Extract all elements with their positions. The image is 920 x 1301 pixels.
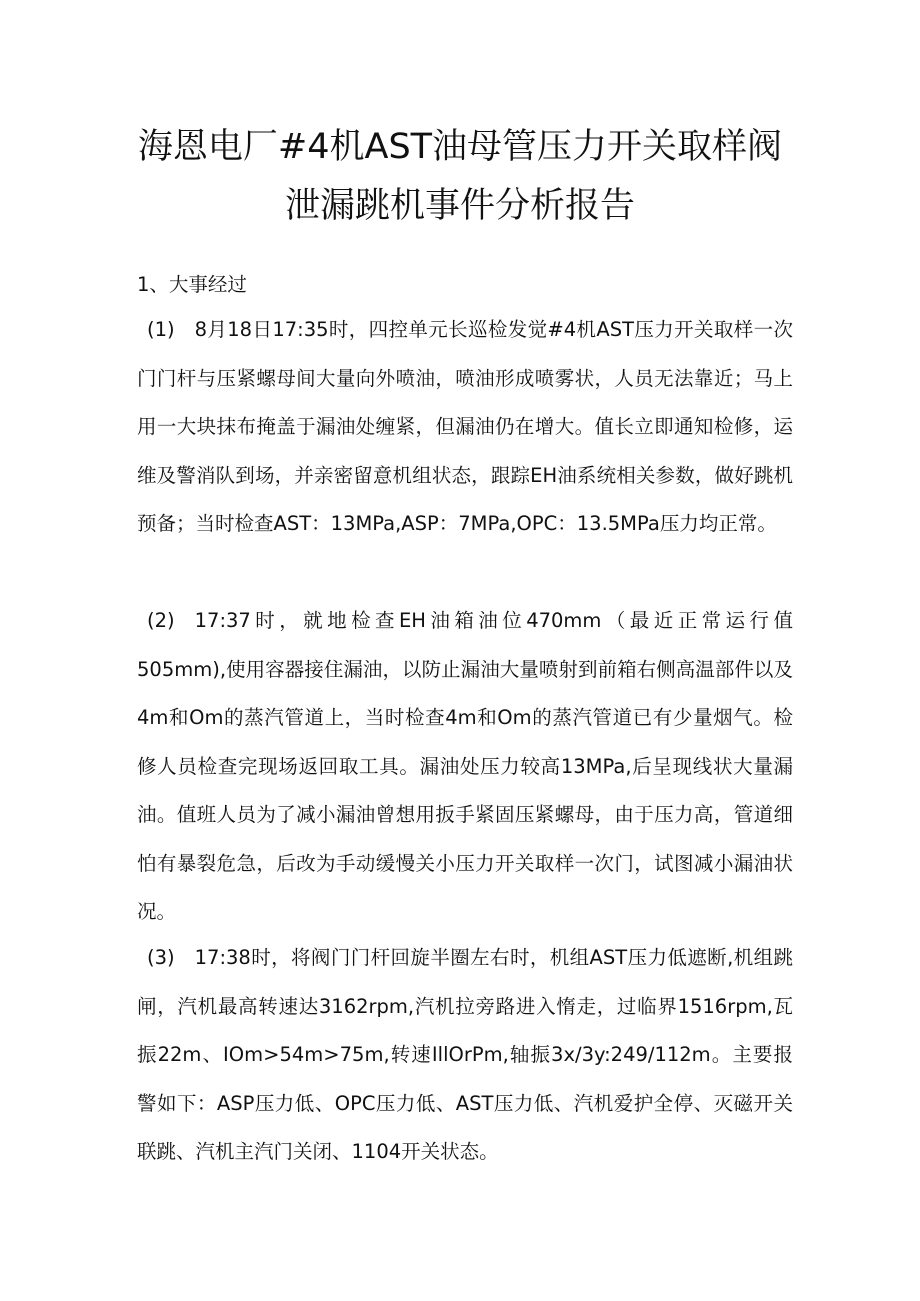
section-heading: 1、大事经过 (137, 273, 247, 296)
paragraph-1 (137, 306, 793, 549)
paragraph-2 (137, 597, 793, 937)
paragraph-3-text: 17:38时，将阀门门杆回旋半圈左右时，机组AST压力低遮断,机组跳闸，汽机最高转速达3162rpm,汽机拉旁路进入惰走，过临界1516rpm,瓦振22m、IOm>54m>75m,转速IllOrPm,轴振3x∕3y:249∕112m。主要报警如下：ASP压力低、OPC压力低、AST压力低、汽机爱护全停、灭磁开关联跳、汽机主汽门关闭、1104开关状态。 (137, 946, 793, 1163)
paragraph-1-text: 8月18日17:35时，四控单元长巡检发觉#4机AST压力开关取样一次门门杆与压紧螺母间大量向外喷油，喷油形成喷雾状，人员无法靠近；马上用一大块抹布掩盖于漏油处缠紧，但漏油仍在增大。值长立即通知检修，运维及警消队到场，并亲密留意机组状态，跟踪EH油系统相关参数，做好跳机预备；当时检查AST：13MPa,ASP：7MPa,OPC：13.5MPa压力均正常。 (137, 318, 793, 535)
report-title-line-1: 海恩电厂#4机AST油母管压力开关取样阀 (137, 127, 783, 167)
report-title-line-2: 泄漏跳机事件分析报告 (284, 186, 635, 226)
paragraph-2-text: 17:37时，就地检查EH油箱油位470mm（最近正常运行值505mm),使用容器接住漏油，以防止漏油大量喷射到前箱右侧高温部件以及4m和Om的蒸汽管道上，当时检查4m和Om的蒸汽管道已有少量烟气。检修人员检查完现场返回取工具。漏油处压力较高13MPa,后呈现线状大量漏油。值班人员为了减小漏油曾想用扳手紧固压紧螺母，由于压力高，管道细怕有暴裂危急，后改为手动缓慢关小压力开关取样一次门，试图减小漏油状况。 (137, 609, 793, 923)
paragraph-2-number: (2) (147, 609, 175, 632)
paragraph-3-number: (3) (147, 946, 175, 969)
paragraph-1-number: (1) (147, 318, 175, 341)
paragraph-3 (137, 934, 793, 1177)
